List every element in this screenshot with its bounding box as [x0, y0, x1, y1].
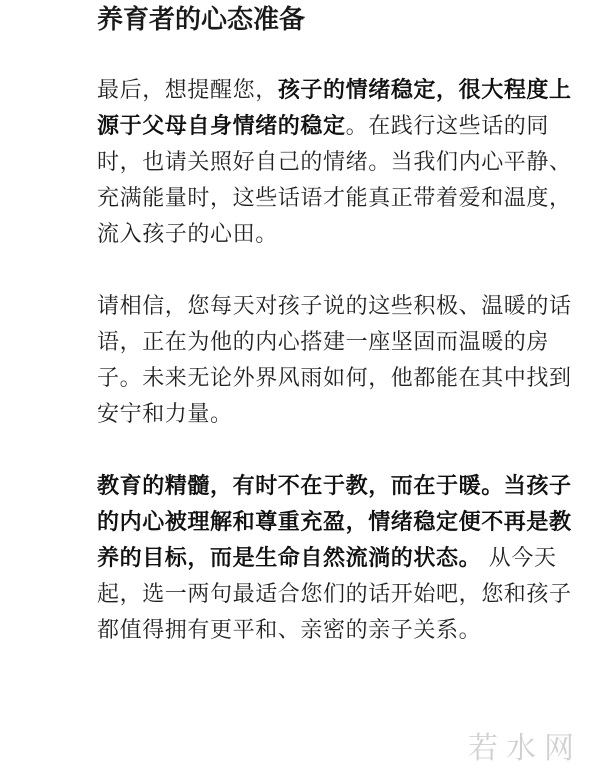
believe-text: 请相信，您每天对孩子说的这些积极、温暖的话语，正在为他的内心搭建一座坚固而温暖的房子。未来无论外界风雨如何，他都能在其中找到安宁和力量。: [97, 294, 572, 427]
essence-rest-text: 从今天起，选一两句最适合您们的话开始吧，您和孩子都值得拥有更平和、亲密的亲子关系。: [97, 546, 572, 643]
reminder-rest-text: 。在践行这些话的同时，也请关照好自己的情绪。当我们内心平静、充满能量时，这些话语才能真正带着爱和温度，流入孩子的心田。: [97, 114, 572, 247]
reminder-bold-text: 孩子的情绪稳定，很大程度上源于父母自身情绪的稳定: [97, 78, 572, 139]
article: [97, 0, 577, 649]
section-heading: 养育者的心态准备: [97, 5, 306, 35]
essence-bold-text: 教育的精髓，有时不在于教，而在于暖。当孩子的内心被理解和尊重充盈，情绪稳定便不再是教养的目标，而是生命自然流淌的状态。: [97, 474, 572, 571]
paragraph-essence: [97, 469, 577, 649]
paragraph-reminder: [97, 73, 577, 253]
paragraph-believe: [97, 289, 577, 433]
site-watermark-logo: 若水网: [468, 731, 582, 766]
reminder-intro-text: 最后，想提醒您，: [97, 78, 278, 103]
